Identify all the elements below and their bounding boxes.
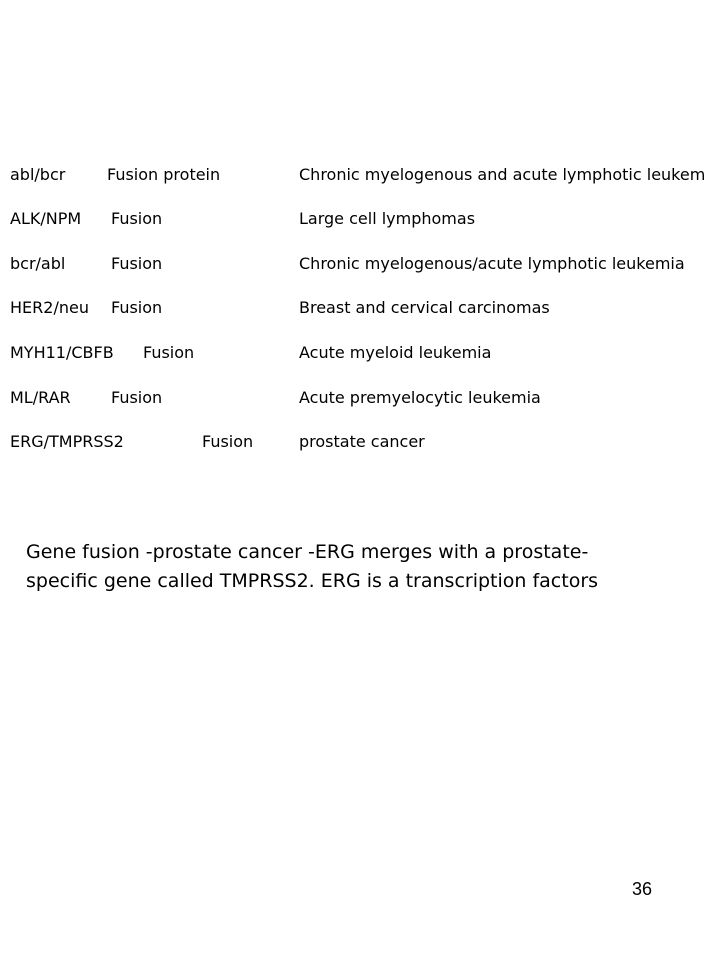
gene-name: ML/RAR xyxy=(10,388,71,407)
gene-name: ALK/NPM xyxy=(10,209,82,228)
table-row xyxy=(10,341,720,365)
gene-fusion-note xyxy=(26,538,706,596)
fusion-type: Fusion xyxy=(111,254,163,273)
disease-name: Acute myeloid leukemia xyxy=(299,343,492,362)
fusion-type: Fusion xyxy=(111,388,163,407)
table-row xyxy=(10,207,720,231)
table-row xyxy=(10,386,720,410)
table-row xyxy=(10,430,720,454)
disease-name: prostate cancer xyxy=(299,432,425,451)
table-row xyxy=(10,252,720,276)
disease-name: Acute premyelocytic leukemia xyxy=(299,388,541,407)
fusion-type: Fusion xyxy=(111,298,163,317)
disease-name: Breast and cervical carcinomas xyxy=(299,298,550,317)
gene-name: ERG/TMPRSS2 xyxy=(10,432,124,451)
disease-name: Large cell lymphomas xyxy=(299,209,476,228)
gene-name: abl/bcr xyxy=(10,165,66,184)
disease-name: Chronic myelogenous/acute lymphotic leukemia xyxy=(299,254,685,273)
note-line-2: specific gene called TMPRSS2. ERG is a transcription factors xyxy=(26,570,599,592)
fusion-type: Fusion xyxy=(143,343,195,362)
table-row xyxy=(10,163,720,187)
gene-name: bcr/abl xyxy=(10,254,66,273)
fusion-type: Fusion xyxy=(111,209,163,228)
fusion-type: Fusion protein xyxy=(107,165,221,184)
fusion-type: Fusion xyxy=(202,432,254,451)
gene-name: HER2/neu xyxy=(10,298,89,317)
note-line-1: Gene fusion -prostate cancer -ERG merges with a prostate- xyxy=(26,541,589,563)
disease-name: Chronic myelogenous and acute lymphotic leukem xyxy=(299,165,706,184)
page-number: 36 xyxy=(632,879,653,899)
table-row xyxy=(10,296,720,320)
gene-name: MYH11/CBFB xyxy=(10,343,114,362)
